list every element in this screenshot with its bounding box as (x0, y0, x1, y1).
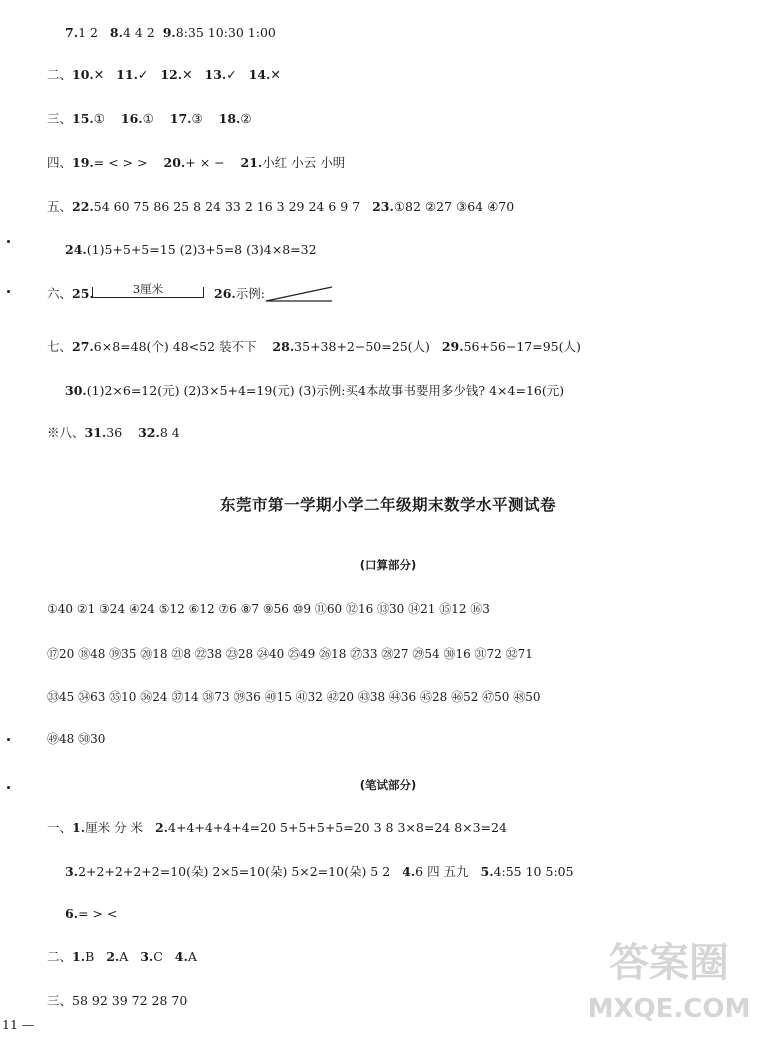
segment-label: 3厘米 (132, 282, 164, 296)
angle-example (264, 284, 336, 304)
scan-dot (7, 240, 10, 243)
watermark (574, 939, 764, 1034)
page-number: 11 — (2, 1017, 35, 1032)
section-wu-row: 五、22.54 60 75 86 25 8 24 33 2 16 3 29 24 6 9 7 23.①82 ②27 ③64 ④70 (47, 199, 515, 214)
oral-section-header: (口算部分) (359, 558, 417, 572)
scan-dot (7, 738, 10, 741)
section-san-row: 三、15.① 16.① 17.③ 18.② (47, 111, 252, 126)
oral-row-4: ㊾48 ㊿30 (47, 732, 106, 746)
written-section-er: 二、1.B 2.A 3.C 4.A (47, 949, 197, 964)
written-row-1: 一、1.厘米 分 米 2.4+4+4+4+4=20 5+5+5+5=20 3 8 3×8=24 8×3=24 (47, 820, 507, 835)
watermark-logo: 答案圈 (609, 940, 729, 986)
segment-3cm (92, 282, 204, 302)
section-ba-row: ※八、31.36 32.8 4 (47, 425, 180, 440)
written-section-header: (笔试部分) (359, 778, 417, 792)
written-section-san: 三、58 92 39 72 28 70 (47, 993, 188, 1008)
written-row-3: 3.2+2+2+2+2=10(朵) 2×5=10(朵) 5×2=10(朵) 5 2 4.6 四 五九 5.4:55 10 5:05 (65, 864, 574, 879)
section-si-row: 四、19.= < > > 20.+ × − 21.小红 小云 小明 (47, 155, 346, 170)
section-er-row: 二、10.✕ 11.✓ 12.✕ 13.✓ 14.✕ (47, 67, 281, 82)
answer-row-24: 24.(1)5+5+5=15 (2)3+5=8 (3)4×8=32 (65, 242, 317, 257)
scan-dot (7, 290, 10, 293)
oral-row-1: ①40 ②1 ③24 ④24 ⑤12 ⑥12 ⑦6 ⑧7 ⑨56 ⑩9 ⑪60 ⑫16 ⑬30 ⑭21 ⑮12 ⑯3 (47, 602, 490, 616)
oral-row-3: ㉝45 ㉞63 ㉟10 ㊱24 ㊲14 ㊳73 ㊴36 ㊵15 ㊶32 ㊷20 ㊸38 ㊹36 ㊺28 ㊻52 ㊼50 ㊽50 (47, 690, 541, 704)
answer-26: 26.示例: (214, 286, 265, 301)
watermark-url: MXQE.COM (587, 994, 751, 1024)
answer-row-7: 7.1 2 8.4 4 2 9.8:35 10:30 1:00 (65, 25, 276, 40)
written-row-6: 6.= > < (65, 906, 118, 921)
oral-row-2: ⑰20 ⑱48 ⑲35 ⑳18 ㉑8 ㉒38 ㉓28 ㉔40 ㉕49 ㉖18 ㉗33 ㉘27 ㉙54 ㉚16 ㉛72 ㉜71 (47, 647, 533, 661)
scan-dot (7, 786, 10, 789)
exam-title: 东莞市第一学期小学二年级期末数学水平测试卷 (219, 496, 556, 514)
section-liu-row: 六、25. (47, 286, 94, 301)
section-qi-row: 七、27.6×8=48(个) 48<52 装不下 28.35+38+2−50=25(人) 29.56+56−17=95(人) (47, 339, 581, 354)
answer-row-30: 30.(1)2×6=12(元) (2)3×5+4=19(元) (3)示例:买4本故事书要用多少钱? 4×4=16(元) (65, 383, 565, 398)
